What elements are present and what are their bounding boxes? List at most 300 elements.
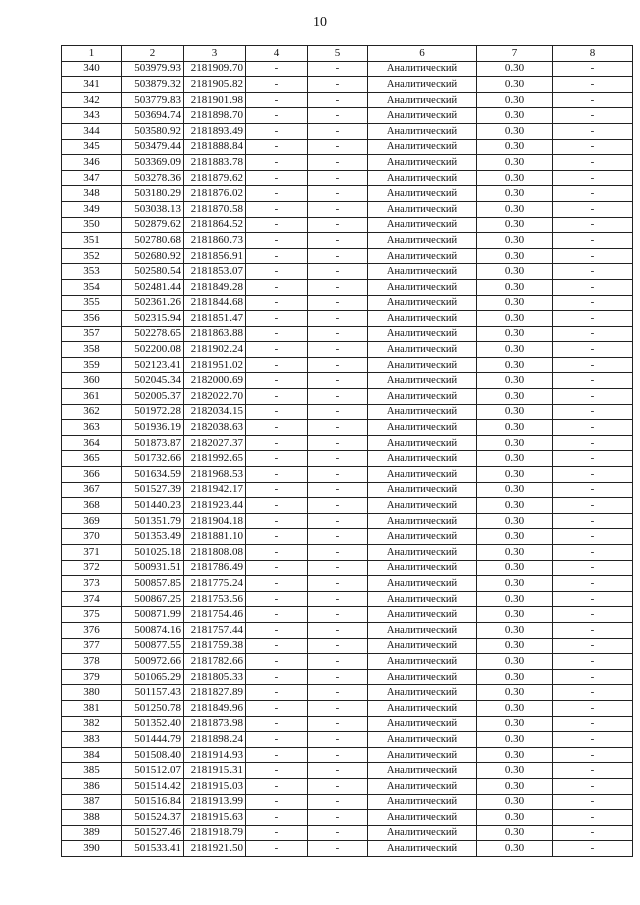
x-coordinate-cell: 501527.39 <box>122 482 184 498</box>
accuracy-cell: 0.30 <box>477 279 553 295</box>
column-header: 5 <box>308 46 368 62</box>
x-coordinate-cell: 501065.29 <box>122 669 184 685</box>
accuracy-cell: 0.30 <box>477 92 553 108</box>
method-cell: Аналитический <box>368 560 477 576</box>
col4-value-cell: - <box>246 622 308 638</box>
point-number-cell: 379 <box>62 669 122 685</box>
point-number-cell: 363 <box>62 420 122 436</box>
method-cell: Аналитический <box>368 763 477 779</box>
table-row <box>62 451 633 467</box>
accuracy-cell: 0.30 <box>477 591 553 607</box>
col5-value-cell: - <box>308 622 368 638</box>
col4-value-cell: - <box>246 576 308 592</box>
x-coordinate-cell: 502005.37 <box>122 389 184 405</box>
accuracy-cell: 0.30 <box>477 420 553 436</box>
method-cell: Аналитический <box>368 92 477 108</box>
accuracy-cell: 0.30 <box>477 747 553 763</box>
col4-value-cell: - <box>246 607 308 623</box>
accuracy-cell: 0.30 <box>477 295 553 311</box>
col4-value-cell: - <box>246 794 308 810</box>
table-row <box>62 420 633 436</box>
y-coordinate-cell: 2181901.98 <box>184 92 246 108</box>
table-row <box>62 498 633 514</box>
table-row <box>62 763 633 779</box>
point-number-cell: 382 <box>62 716 122 732</box>
point-number-cell: 383 <box>62 732 122 748</box>
table-row <box>62 373 633 389</box>
y-coordinate-cell: 2182027.37 <box>184 435 246 451</box>
point-number-cell: 348 <box>62 186 122 202</box>
col5-value-cell: - <box>308 139 368 155</box>
col5-value-cell: - <box>308 186 368 202</box>
x-coordinate-cell: 502580.54 <box>122 264 184 280</box>
col4-value-cell: - <box>246 279 308 295</box>
accuracy-cell: 0.30 <box>477 825 553 841</box>
accuracy-cell: 0.30 <box>477 482 553 498</box>
y-coordinate-cell: 2182022.70 <box>184 389 246 405</box>
point-number-cell: 387 <box>62 794 122 810</box>
table-row <box>62 576 633 592</box>
col8-value-cell: - <box>553 139 633 155</box>
accuracy-cell: 0.30 <box>477 326 553 342</box>
accuracy-cell: 0.30 <box>477 560 553 576</box>
table-row <box>62 342 633 358</box>
table-row <box>62 217 633 233</box>
col5-value-cell: - <box>308 123 368 139</box>
accuracy-cell: 0.30 <box>477 669 553 685</box>
method-cell: Аналитический <box>368 186 477 202</box>
x-coordinate-cell: 501732.66 <box>122 451 184 467</box>
col8-value-cell: - <box>553 186 633 202</box>
method-cell: Аналитический <box>368 248 477 264</box>
method-cell: Аналитический <box>368 311 477 327</box>
point-number-cell: 353 <box>62 264 122 280</box>
col8-value-cell: - <box>553 311 633 327</box>
accuracy-cell: 0.30 <box>477 529 553 545</box>
col5-value-cell: - <box>308 326 368 342</box>
col5-value-cell: - <box>308 342 368 358</box>
method-cell: Аналитический <box>368 825 477 841</box>
column-header: 1 <box>62 46 122 62</box>
table-row <box>62 248 633 264</box>
col5-value-cell: - <box>308 591 368 607</box>
y-coordinate-cell: 2181898.24 <box>184 732 246 748</box>
table-row <box>62 61 633 77</box>
x-coordinate-cell: 502680.92 <box>122 248 184 264</box>
col4-value-cell: - <box>246 170 308 186</box>
y-coordinate-cell: 2181753.56 <box>184 591 246 607</box>
col4-value-cell: - <box>246 451 308 467</box>
accuracy-cell: 0.30 <box>477 264 553 280</box>
col4-value-cell: - <box>246 404 308 420</box>
x-coordinate-cell: 501353.49 <box>122 529 184 545</box>
y-coordinate-cell: 2181775.24 <box>184 576 246 592</box>
x-coordinate-cell: 503038.13 <box>122 201 184 217</box>
col4-value-cell: - <box>246 139 308 155</box>
col5-value-cell: - <box>308 513 368 529</box>
x-coordinate-cell: 500857.85 <box>122 576 184 592</box>
col8-value-cell: - <box>553 77 633 93</box>
col8-value-cell: - <box>553 248 633 264</box>
col5-value-cell: - <box>308 732 368 748</box>
method-cell: Аналитический <box>368 342 477 358</box>
col5-value-cell: - <box>308 233 368 249</box>
col8-value-cell: - <box>553 295 633 311</box>
col5-value-cell: - <box>308 685 368 701</box>
col5-value-cell: - <box>308 311 368 327</box>
table-row <box>62 326 633 342</box>
table-row <box>62 638 633 654</box>
method-cell: Аналитический <box>368 233 477 249</box>
col8-value-cell: - <box>553 529 633 545</box>
col4-value-cell: - <box>246 123 308 139</box>
table-row <box>62 482 633 498</box>
table-row <box>62 92 633 108</box>
table-row <box>62 841 633 857</box>
col8-value-cell: - <box>553 747 633 763</box>
y-coordinate-cell: 2181782.66 <box>184 654 246 670</box>
point-number-cell: 361 <box>62 389 122 405</box>
method-cell: Аналитический <box>368 404 477 420</box>
col5-value-cell: - <box>308 420 368 436</box>
col5-value-cell: - <box>308 716 368 732</box>
col4-value-cell: - <box>246 545 308 561</box>
accuracy-cell: 0.30 <box>477 108 553 124</box>
y-coordinate-cell: 2181870.58 <box>184 201 246 217</box>
col4-value-cell: - <box>246 264 308 280</box>
y-coordinate-cell: 2181902.24 <box>184 342 246 358</box>
point-number-cell: 366 <box>62 467 122 483</box>
y-coordinate-cell: 2181915.03 <box>184 778 246 794</box>
table-row <box>62 513 633 529</box>
x-coordinate-cell: 501250.78 <box>122 700 184 716</box>
accuracy-cell: 0.30 <box>477 778 553 794</box>
col4-value-cell: - <box>246 700 308 716</box>
x-coordinate-cell: 501516.84 <box>122 794 184 810</box>
point-number-cell: 370 <box>62 529 122 545</box>
column-header: 4 <box>246 46 308 62</box>
y-coordinate-cell: 2181942.17 <box>184 482 246 498</box>
accuracy-cell: 0.30 <box>477 61 553 77</box>
x-coordinate-cell: 501634.59 <box>122 467 184 483</box>
point-number-cell: 385 <box>62 763 122 779</box>
accuracy-cell: 0.30 <box>477 498 553 514</box>
col8-value-cell: - <box>553 404 633 420</box>
point-number-cell: 373 <box>62 576 122 592</box>
col8-value-cell: - <box>553 778 633 794</box>
method-cell: Аналитический <box>368 529 477 545</box>
point-number-cell: 354 <box>62 279 122 295</box>
point-number-cell: 358 <box>62 342 122 358</box>
y-coordinate-cell: 2181849.28 <box>184 279 246 295</box>
x-coordinate-cell: 501936.19 <box>122 420 184 436</box>
x-coordinate-cell: 500871.99 <box>122 607 184 623</box>
col4-value-cell: - <box>246 389 308 405</box>
x-coordinate-cell: 501025.18 <box>122 545 184 561</box>
col8-value-cell: - <box>553 123 633 139</box>
y-coordinate-cell: 2181893.49 <box>184 123 246 139</box>
point-number-cell: 389 <box>62 825 122 841</box>
col4-value-cell: - <box>246 810 308 826</box>
col5-value-cell: - <box>308 389 368 405</box>
col4-value-cell: - <box>246 342 308 358</box>
table-row <box>62 732 633 748</box>
accuracy-cell: 0.30 <box>477 248 553 264</box>
col5-value-cell: - <box>308 763 368 779</box>
point-number-cell: 343 <box>62 108 122 124</box>
point-number-cell: 342 <box>62 92 122 108</box>
method-cell: Аналитический <box>368 716 477 732</box>
accuracy-cell: 0.30 <box>477 373 553 389</box>
col8-value-cell: - <box>553 513 633 529</box>
x-coordinate-cell: 501514.42 <box>122 778 184 794</box>
x-coordinate-cell: 502780.68 <box>122 233 184 249</box>
col4-value-cell: - <box>246 61 308 77</box>
method-cell: Аналитический <box>368 123 477 139</box>
table-row <box>62 825 633 841</box>
x-coordinate-cell: 500874.16 <box>122 622 184 638</box>
column-header: 7 <box>477 46 553 62</box>
col4-value-cell: - <box>246 747 308 763</box>
col8-value-cell: - <box>553 716 633 732</box>
table-row <box>62 560 633 576</box>
table-row <box>62 264 633 280</box>
point-number-cell: 377 <box>62 638 122 654</box>
accuracy-cell: 0.30 <box>477 451 553 467</box>
accuracy-cell: 0.30 <box>477 233 553 249</box>
accuracy-cell: 0.30 <box>477 794 553 810</box>
col5-value-cell: - <box>308 638 368 654</box>
accuracy-cell: 0.30 <box>477 342 553 358</box>
x-coordinate-cell: 503580.92 <box>122 123 184 139</box>
y-coordinate-cell: 2181856.91 <box>184 248 246 264</box>
col4-value-cell: - <box>246 435 308 451</box>
table-row <box>62 201 633 217</box>
col5-value-cell: - <box>308 794 368 810</box>
y-coordinate-cell: 2181883.78 <box>184 155 246 171</box>
col5-value-cell: - <box>308 248 368 264</box>
table-row <box>62 700 633 716</box>
method-cell: Аналитический <box>368 451 477 467</box>
x-coordinate-cell: 501512.07 <box>122 763 184 779</box>
method-cell: Аналитический <box>368 420 477 436</box>
table-body <box>62 61 633 856</box>
x-coordinate-cell: 503779.83 <box>122 92 184 108</box>
x-coordinate-cell: 503694.74 <box>122 108 184 124</box>
y-coordinate-cell: 2181951.02 <box>184 357 246 373</box>
col8-value-cell: - <box>553 201 633 217</box>
col4-value-cell: - <box>246 77 308 93</box>
col8-value-cell: - <box>553 467 633 483</box>
col8-value-cell: - <box>553 607 633 623</box>
y-coordinate-cell: 2181876.02 <box>184 186 246 202</box>
accuracy-cell: 0.30 <box>477 186 553 202</box>
col8-value-cell: - <box>553 482 633 498</box>
y-coordinate-cell: 2181914.93 <box>184 747 246 763</box>
method-cell: Аналитический <box>368 357 477 373</box>
point-number-cell: 367 <box>62 482 122 498</box>
method-cell: Аналитический <box>368 778 477 794</box>
col5-value-cell: - <box>308 451 368 467</box>
y-coordinate-cell: 2181849.96 <box>184 700 246 716</box>
col8-value-cell: - <box>553 810 633 826</box>
method-cell: Аналитический <box>368 435 477 451</box>
y-coordinate-cell: 2181904.18 <box>184 513 246 529</box>
col8-value-cell: - <box>553 545 633 561</box>
col4-value-cell: - <box>246 591 308 607</box>
point-number-cell: 390 <box>62 841 122 857</box>
method-cell: Аналитический <box>368 591 477 607</box>
x-coordinate-cell: 502481.44 <box>122 279 184 295</box>
point-number-cell: 360 <box>62 373 122 389</box>
method-cell: Аналитический <box>368 638 477 654</box>
accuracy-cell: 0.30 <box>477 357 553 373</box>
accuracy-cell: 0.30 <box>477 700 553 716</box>
point-number-cell: 384 <box>62 747 122 763</box>
table-row <box>62 545 633 561</box>
col8-value-cell: - <box>553 326 633 342</box>
col8-value-cell: - <box>553 638 633 654</box>
method-cell: Аналитический <box>368 700 477 716</box>
point-number-cell: 376 <box>62 622 122 638</box>
method-cell: Аналитический <box>368 467 477 483</box>
accuracy-cell: 0.30 <box>477 139 553 155</box>
table-row <box>62 186 633 202</box>
accuracy-cell: 0.30 <box>477 389 553 405</box>
table-row <box>62 591 633 607</box>
col8-value-cell: - <box>553 794 633 810</box>
point-number-cell: 375 <box>62 607 122 623</box>
table-row <box>62 311 633 327</box>
method-cell: Аналитический <box>368 810 477 826</box>
x-coordinate-cell: 502123.41 <box>122 357 184 373</box>
col8-value-cell: - <box>553 498 633 514</box>
col5-value-cell: - <box>308 279 368 295</box>
col4-value-cell: - <box>246 513 308 529</box>
column-header: 2 <box>122 46 184 62</box>
col8-value-cell: - <box>553 357 633 373</box>
header-row <box>62 46 633 62</box>
col4-value-cell: - <box>246 373 308 389</box>
table-row <box>62 170 633 186</box>
table-header <box>62 46 633 62</box>
y-coordinate-cell: 2182038.63 <box>184 420 246 436</box>
x-coordinate-cell: 502361.26 <box>122 295 184 311</box>
method-cell: Аналитический <box>368 155 477 171</box>
y-coordinate-cell: 2181786.49 <box>184 560 246 576</box>
accuracy-cell: 0.30 <box>477 513 553 529</box>
col8-value-cell: - <box>553 685 633 701</box>
accuracy-cell: 0.30 <box>477 545 553 561</box>
col5-value-cell: - <box>308 669 368 685</box>
col4-value-cell: - <box>246 201 308 217</box>
accuracy-cell: 0.30 <box>477 685 553 701</box>
table-row <box>62 435 633 451</box>
x-coordinate-cell: 501440.23 <box>122 498 184 514</box>
col4-value-cell: - <box>246 763 308 779</box>
table-row <box>62 529 633 545</box>
col5-value-cell: - <box>308 607 368 623</box>
point-number-cell: 349 <box>62 201 122 217</box>
col5-value-cell: - <box>308 170 368 186</box>
method-cell: Аналитический <box>368 61 477 77</box>
col8-value-cell: - <box>553 170 633 186</box>
col8-value-cell: - <box>553 560 633 576</box>
point-number-cell: 369 <box>62 513 122 529</box>
page-number: 10 <box>313 15 327 30</box>
column-header: 8 <box>553 46 633 62</box>
col8-value-cell: - <box>553 233 633 249</box>
method-cell: Аналитический <box>368 622 477 638</box>
col5-value-cell: - <box>308 357 368 373</box>
x-coordinate-cell: 503369.09 <box>122 155 184 171</box>
point-number-cell: 340 <box>62 61 122 77</box>
col4-value-cell: - <box>246 233 308 249</box>
y-coordinate-cell: 2181913.99 <box>184 794 246 810</box>
table-row <box>62 357 633 373</box>
col4-value-cell: - <box>246 108 308 124</box>
table-row <box>62 622 633 638</box>
col5-value-cell: - <box>308 467 368 483</box>
col5-value-cell: - <box>308 61 368 77</box>
x-coordinate-cell: 500931.51 <box>122 560 184 576</box>
point-number-cell: 350 <box>62 217 122 233</box>
col5-value-cell: - <box>308 482 368 498</box>
table-row <box>62 607 633 623</box>
method-cell: Аналитический <box>368 295 477 311</box>
x-coordinate-cell: 503278.36 <box>122 170 184 186</box>
x-coordinate-cell: 501524.37 <box>122 810 184 826</box>
col4-value-cell: - <box>246 825 308 841</box>
x-coordinate-cell: 502315.94 <box>122 311 184 327</box>
method-cell: Аналитический <box>368 264 477 280</box>
col8-value-cell: - <box>553 108 633 124</box>
x-coordinate-cell: 501533.41 <box>122 841 184 857</box>
table-row <box>62 389 633 405</box>
table-row <box>62 77 633 93</box>
col5-value-cell: - <box>308 435 368 451</box>
point-number-cell: 386 <box>62 778 122 794</box>
y-coordinate-cell: 2181864.52 <box>184 217 246 233</box>
col8-value-cell: - <box>553 451 633 467</box>
point-number-cell: 352 <box>62 248 122 264</box>
col8-value-cell: - <box>553 264 633 280</box>
table-row <box>62 685 633 701</box>
x-coordinate-cell: 502045.34 <box>122 373 184 389</box>
point-number-cell: 344 <box>62 123 122 139</box>
y-coordinate-cell: 2181898.70 <box>184 108 246 124</box>
col4-value-cell: - <box>246 311 308 327</box>
method-cell: Аналитический <box>368 669 477 685</box>
col4-value-cell: - <box>246 638 308 654</box>
y-coordinate-cell: 2181853.07 <box>184 264 246 280</box>
x-coordinate-cell: 501157.43 <box>122 685 184 701</box>
col5-value-cell: - <box>308 201 368 217</box>
x-coordinate-cell: 503879.32 <box>122 77 184 93</box>
col8-value-cell: - <box>553 654 633 670</box>
table-row <box>62 295 633 311</box>
y-coordinate-cell: 2181808.08 <box>184 545 246 561</box>
col8-value-cell: - <box>553 700 633 716</box>
y-coordinate-cell: 2181915.63 <box>184 810 246 826</box>
col4-value-cell: - <box>246 841 308 857</box>
method-cell: Аналитический <box>368 326 477 342</box>
method-cell: Аналитический <box>368 139 477 155</box>
point-number-cell: 347 <box>62 170 122 186</box>
x-coordinate-cell: 503180.29 <box>122 186 184 202</box>
col4-value-cell: - <box>246 560 308 576</box>
col4-value-cell: - <box>246 248 308 264</box>
